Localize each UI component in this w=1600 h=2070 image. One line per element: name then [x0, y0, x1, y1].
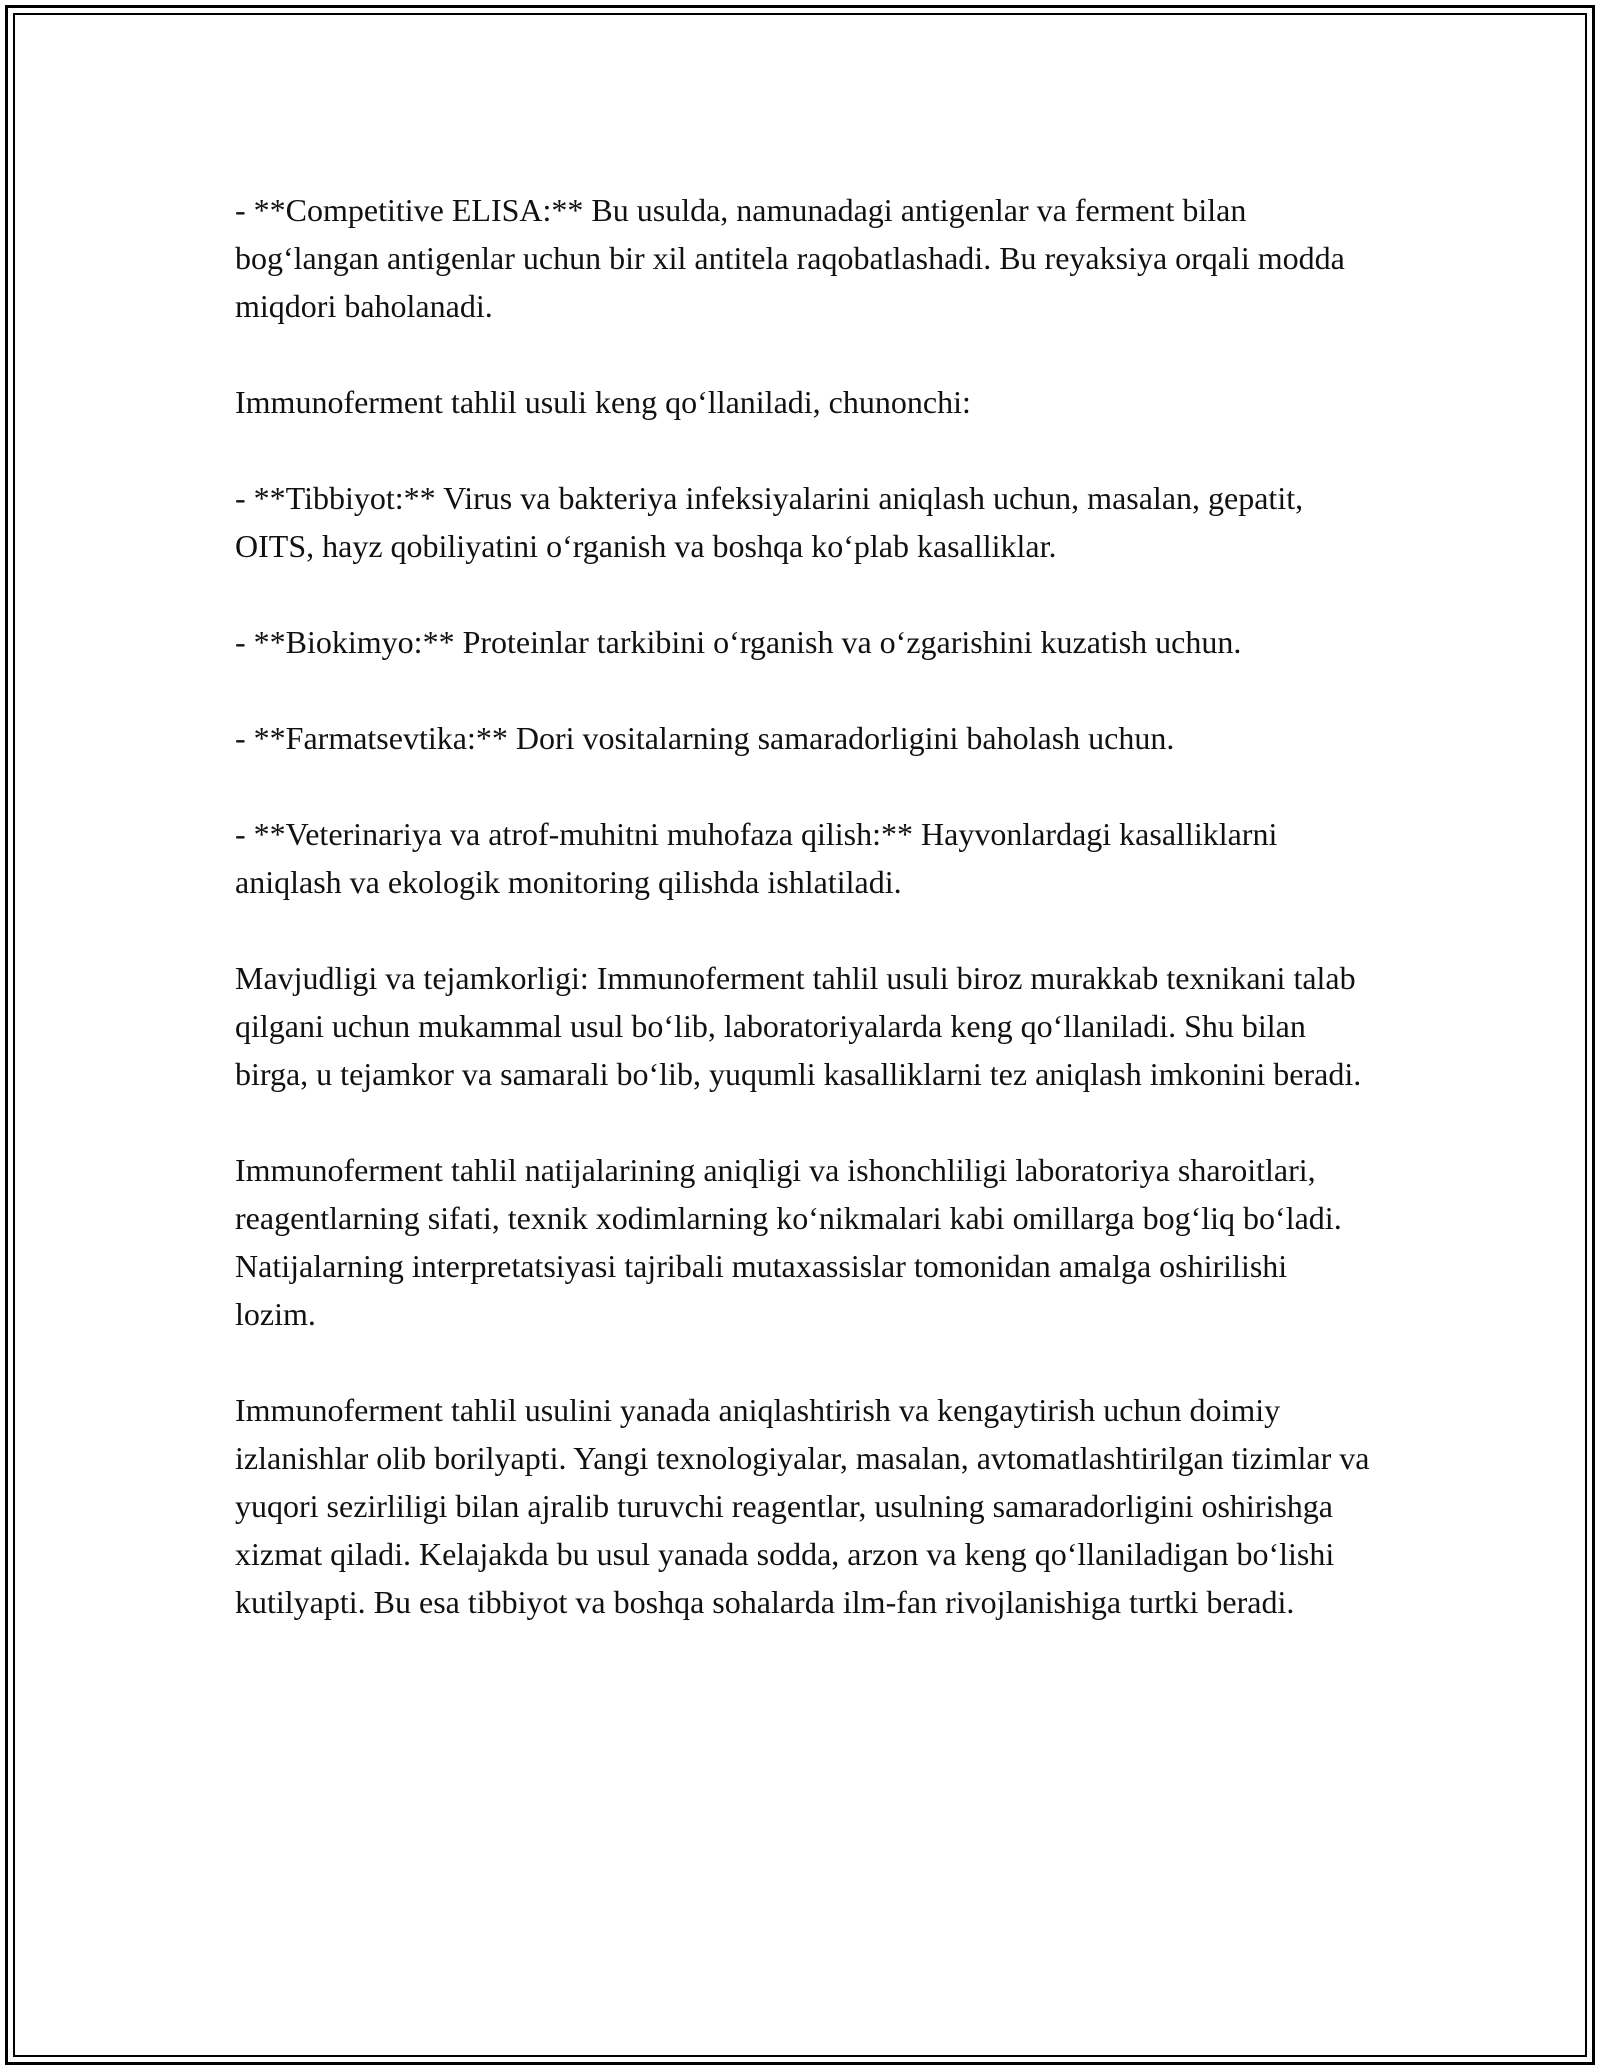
paragraph-veterinariya: - **Veterinariya va atrof-muhitni muhofaza qilish:** Hayvonlardagi kasalliklarni aniqlash va ekologik monitoring qilishda ishlatiladi. [235, 816, 1278, 900]
document-body [235, 186, 1375, 1674]
paragraph-biokimyo: - **Biokimyo:** Proteinlar tarkibini o‘rganish va o‘zgarishini kuzatish uchun. [235, 624, 1242, 660]
paragraph-farmatsevtika: - **Farmatsevtika:** Dori vositalarning samaradorligini baholash uchun. [235, 720, 1175, 756]
paragraph-tibbiyot: - **Tibbiyot:** Virus va bakteriya infeksiyalarini aniqlash uchun, masalan, gepatit, OITS, hayz qobiliyatini o‘rganish va boshqa ko‘plab kasalliklar. [235, 480, 1304, 564]
paragraph-kelajak: Immunoferment tahlil usulini yanada aniqlashtirish va kengaytirish uchun doimiy izlanishlar olib borilyapti. Yangi texnologiyalar, masalan, avtomatlashtirilgan tizimlar va yuqori sezirliligi bilan ajralib turuvchi reagentlar, usulning samaradorligini oshirishga xizmat qiladi. Kelajakda bu usul yanada sodda, arzon va keng qo‘llaniladigan bo‘lishi kutilyapti. Bu esa tibbiyot va boshqa sohalarda ilm-fan rivojlanishiga turtki beradi. [235, 1392, 1370, 1620]
paragraph-competitive-elisa: - **Competitive ELISA:** Bu usulda, namunadagi antigenlar va ferment bilan bog‘langan antigenlar uchun bir xil antitela raqobatlashadi. Bu reyaksiya orqali modda miqdori baholanadi. [235, 192, 1345, 324]
paragraph-mavjudligi: Mavjudligi va tejamkorligi: Immunoferment tahlil usuli biroz murakkab texnikani talab qilgani uchun mukammal usul bo‘lib, laboratoriyalarda keng qo‘llaniladi. Shu bilan birga, u tejamkor va samarali bo‘lib, yuqumli kasalliklarni tez aniqlash imkonini beradi. [235, 960, 1362, 1092]
paragraph-applications-intro: Immunoferment tahlil usuli keng qo‘llaniladi, chunonchi: [235, 384, 971, 420]
paragraph-aniqligi: Immunoferment tahlil natijalarining aniqligi va ishonchliligi laboratoriya sharoitlari, reagentlarning sifati, texnik xodimlarning ko‘nikmalari kabi omillarga bog‘liq bo‘ladi. Natijalarning interpretatsiyasi tajribali mutaxassislar tomonidan amalga oshirilishi lozim. [235, 1152, 1342, 1332]
